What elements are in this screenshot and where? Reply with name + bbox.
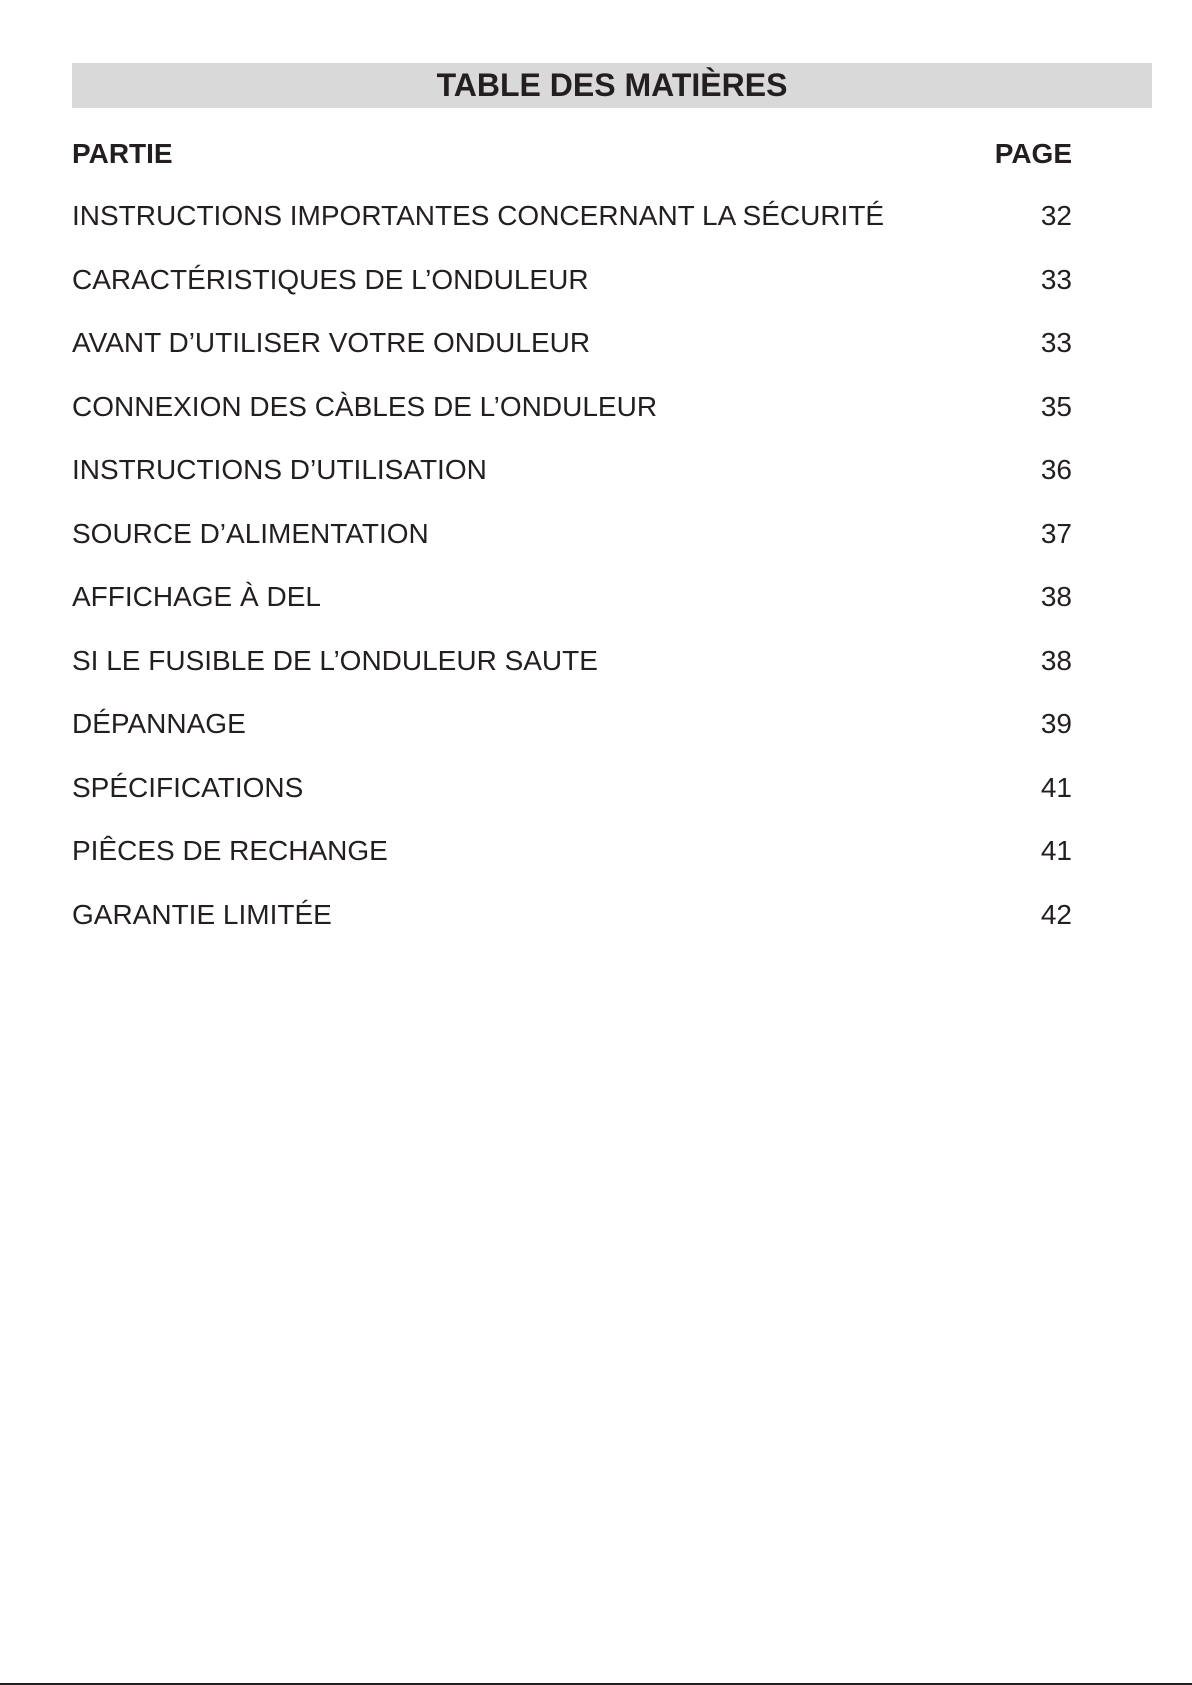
toc-entry-title: PIÊCES DE RECHANGE xyxy=(72,835,388,866)
toc-entry-page: 38 xyxy=(1040,644,1072,676)
toc-entry-title: SI LE FUSIBLE DE L’ONDULEUR SAUTE xyxy=(72,644,598,676)
toc-entry-page: 42 xyxy=(1040,898,1072,930)
toc-entry-page: 33 xyxy=(1040,327,1072,358)
toc-entry-title: SOURCE D’ALIMENTATION xyxy=(72,517,429,549)
title-banner xyxy=(72,63,1152,108)
toc-entry[interactable] xyxy=(72,772,1072,836)
toc-entry[interactable] xyxy=(72,200,1072,264)
toc-entry[interactable] xyxy=(72,835,1072,899)
table-of-contents xyxy=(72,138,1072,962)
toc-entry[interactable] xyxy=(72,708,1072,772)
toc-entry-title: DÉPANNAGE xyxy=(72,708,246,739)
toc-entry[interactable] xyxy=(72,899,1072,963)
toc-entry[interactable] xyxy=(72,264,1072,328)
toc-entry[interactable] xyxy=(72,391,1072,455)
toc-entry-page: 41 xyxy=(1040,835,1072,866)
toc-entry-title: GARANTIE LIMITÉE xyxy=(72,898,332,930)
toc-entry-page: 36 xyxy=(1040,454,1072,485)
toc-entry-title: AVANT D’UTILISER VOTRE ONDULEUR xyxy=(72,327,591,358)
page-title: TABLE DES MATIÈRES xyxy=(436,67,788,103)
toc-entry-page: 37 xyxy=(1040,517,1072,549)
toc-entry-page: 41 xyxy=(1040,771,1072,803)
toc-entry-page: 39 xyxy=(1040,708,1072,739)
toc-entry-title: CONNEXION DES CÀBLES DE L’ONDULEUR xyxy=(72,390,658,422)
toc-entry-title: SPÉCIFICATIONS xyxy=(72,771,304,803)
toc-entry-page: 35 xyxy=(1040,390,1072,422)
toc-entry-title: CARACTÉRISTIQUES DE L’ONDULEUR xyxy=(72,263,589,295)
toc-entry[interactable] xyxy=(72,581,1072,645)
toc-entry-title: AFFICHAGE À DEL xyxy=(72,581,321,612)
section-column-header: PARTIE xyxy=(72,138,173,169)
page-column-header: PAGE xyxy=(994,138,1072,169)
toc-entry[interactable] xyxy=(72,454,1072,518)
toc-entry[interactable] xyxy=(72,645,1072,709)
toc-entry-page: 32 xyxy=(1040,200,1072,231)
toc-entry-page: 38 xyxy=(1040,581,1072,612)
toc-entry-page: 33 xyxy=(1040,263,1072,295)
toc-entry[interactable] xyxy=(72,518,1072,582)
toc-header xyxy=(72,138,1072,200)
toc-entry-title: INSTRUCTIONS IMPORTANTES CONCERNANT LA SÉCURITÉ xyxy=(72,200,885,231)
toc-entry-title: INSTRUCTIONS D’UTILISATION xyxy=(72,454,487,485)
toc-entry[interactable] xyxy=(72,327,1072,391)
